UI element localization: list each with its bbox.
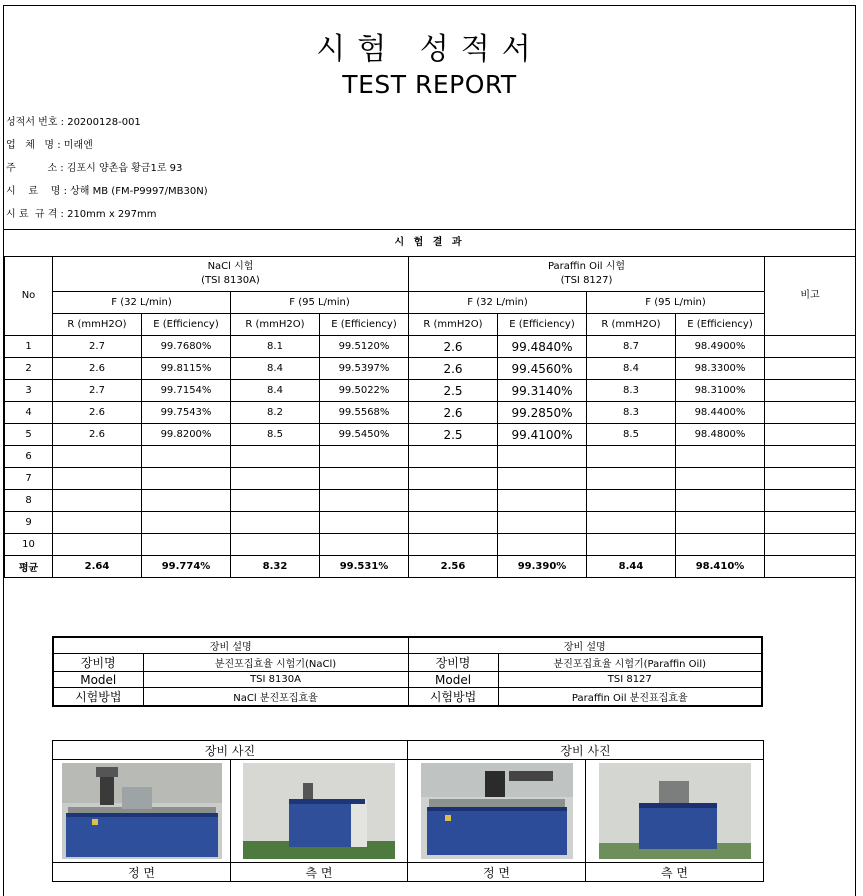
paraffin-side-photo — [599, 763, 751, 859]
result-cell — [231, 512, 320, 534]
result-cell — [409, 534, 498, 556]
row-number: 4 — [5, 402, 53, 424]
table-row — [5, 534, 856, 556]
equipment-photos-table — [52, 740, 764, 882]
result-cell: 8.3 — [587, 380, 676, 402]
result-cell: 98.4900% — [676, 336, 765, 358]
result-cell — [409, 490, 498, 512]
row-number: 5 — [5, 424, 53, 446]
result-cell: 8.5 — [231, 424, 320, 446]
result-cell: 99.5568% — [320, 402, 409, 424]
result-cell — [409, 468, 498, 490]
photo-cell — [586, 760, 764, 863]
remarks-cell — [765, 424, 856, 446]
result-cell — [53, 534, 142, 556]
result-cell: 98.410% — [676, 556, 765, 578]
remarks-cell — [765, 556, 856, 578]
results-table — [4, 256, 856, 578]
result-cell: 99.4100% — [498, 424, 587, 446]
result-cell — [320, 534, 409, 556]
result-cell: 8.7 — [587, 336, 676, 358]
flow-header: F (32 L/min) — [409, 292, 587, 314]
result-cell — [676, 446, 765, 468]
equipment-header: 장비 설명 — [53, 637, 408, 654]
result-cell: 8.32 — [231, 556, 320, 578]
column-header: R (mmH2O) — [231, 314, 320, 336]
result-cell: 2.6 — [409, 336, 498, 358]
photo-caption: 정 면 — [408, 863, 586, 882]
paraffin-group-header — [409, 257, 765, 292]
result-cell: 98.4800% — [676, 424, 765, 446]
remarks-cell — [765, 490, 856, 512]
result-cell — [53, 490, 142, 512]
result-cell — [676, 490, 765, 512]
nacl-group-header — [53, 257, 409, 292]
result-cell: 2.6 — [409, 358, 498, 380]
no-header: No — [5, 257, 53, 336]
equipment-label: Model — [408, 672, 498, 688]
result-cell — [498, 446, 587, 468]
nacl-device: (TSI 8130A) — [201, 275, 260, 286]
column-header: E (Efficiency) — [142, 314, 231, 336]
paraffin-front-photo — [421, 763, 573, 859]
result-cell — [320, 446, 409, 468]
remarks-cell — [765, 446, 856, 468]
result-cell: 98.4400% — [676, 402, 765, 424]
remarks-cell — [765, 336, 856, 358]
remarks-cell — [765, 358, 856, 380]
result-cell: 8.4 — [231, 380, 320, 402]
result-cell: 99.5120% — [320, 336, 409, 358]
photo-caption: 측 면 — [231, 863, 408, 882]
report-number: 성적서 번호 : 20200128-001 — [6, 117, 141, 128]
table-row — [5, 446, 856, 468]
result-cell — [231, 534, 320, 556]
photo-cell — [408, 760, 586, 863]
result-cell: 99.7154% — [142, 380, 231, 402]
result-cell — [587, 490, 676, 512]
column-header: E (Efficiency) — [498, 314, 587, 336]
test-report-page — [3, 5, 856, 896]
result-cell — [498, 512, 587, 534]
result-cell: 98.3300% — [676, 358, 765, 380]
remarks-cell — [765, 534, 856, 556]
remarks-cell — [765, 402, 856, 424]
result-cell — [53, 446, 142, 468]
remarks-cell — [765, 512, 856, 534]
result-cell — [231, 490, 320, 512]
result-cell — [53, 512, 142, 534]
result-cell: 8.44 — [587, 556, 676, 578]
remarks-cell — [765, 468, 856, 490]
result-cell: 2.6 — [53, 424, 142, 446]
average-row — [5, 556, 856, 578]
result-cell — [676, 468, 765, 490]
result-cell: 99.774% — [142, 556, 231, 578]
photo-caption: 정 면 — [53, 863, 231, 882]
nacl-front-photo — [62, 763, 222, 859]
result-cell — [587, 468, 676, 490]
result-cell — [231, 468, 320, 490]
result-cell — [587, 446, 676, 468]
row-number: 1 — [5, 336, 53, 358]
table-row — [5, 424, 856, 446]
row-number: 8 — [5, 490, 53, 512]
result-cell: 99.2850% — [498, 402, 587, 424]
result-cell: 98.3100% — [676, 380, 765, 402]
result-cell — [142, 490, 231, 512]
equipment-label: 장비명 — [408, 654, 498, 672]
result-cell: 99.4560% — [498, 358, 587, 380]
nacl-side-photo — [243, 763, 395, 859]
result-cell — [409, 512, 498, 534]
equipment-value: Paraffin Oil 분진표집효율 — [498, 688, 762, 707]
result-cell: 99.5450% — [320, 424, 409, 446]
row-number: 2 — [5, 358, 53, 380]
column-header: R (mmH2O) — [587, 314, 676, 336]
table-row — [5, 468, 856, 490]
result-cell — [320, 512, 409, 534]
equipment-value: 분진포집효율 시험기(NaCl) — [143, 654, 408, 672]
paraffin-test-name: Paraffin Oil 시험 — [547, 261, 626, 272]
result-cell: 99.5397% — [320, 358, 409, 380]
result-cell: 99.8200% — [142, 424, 231, 446]
result-cell: 2.7 — [53, 336, 142, 358]
equipment-table — [52, 636, 763, 707]
table-row — [5, 358, 856, 380]
row-number: 7 — [5, 468, 53, 490]
result-cell: 8.3 — [587, 402, 676, 424]
result-cell: 2.6 — [409, 402, 498, 424]
result-cell — [53, 468, 142, 490]
equipment-value: NaCl 분진포집효율 — [143, 688, 408, 707]
result-cell: 8.4 — [587, 358, 676, 380]
result-cell: 99.3140% — [498, 380, 587, 402]
photo-header: 장비 사진 — [408, 741, 764, 760]
result-cell — [231, 446, 320, 468]
photo-cell — [231, 760, 408, 863]
photo-caption: 측 면 — [586, 863, 764, 882]
remarks-header: 비고 — [765, 257, 856, 336]
result-cell — [676, 512, 765, 534]
equipment-label: 장비명 — [53, 654, 143, 672]
title-korean: 시험 성적서 — [316, 32, 543, 67]
equipment-value: TSI 8130A — [143, 672, 408, 688]
result-cell: 2.64 — [53, 556, 142, 578]
result-cell — [587, 512, 676, 534]
results-title: 시 험 결 과 — [394, 237, 465, 248]
flow-header: F (32 L/min) — [53, 292, 231, 314]
result-cell — [320, 490, 409, 512]
result-cell — [498, 534, 587, 556]
address: 주 소 : 김포시 양촌읍 황금1로 93 — [6, 163, 183, 174]
equipment-label: 시험방법 — [53, 688, 143, 707]
result-cell — [142, 446, 231, 468]
result-cell: 2.6 — [53, 358, 142, 380]
column-header: E (Efficiency) — [676, 314, 765, 336]
result-cell: 2.7 — [53, 380, 142, 402]
result-cell — [142, 534, 231, 556]
equipment-value: 분진포집효율 시험기(Paraffin Oil) — [498, 654, 762, 672]
result-cell — [498, 468, 587, 490]
result-cell: 2.56 — [409, 556, 498, 578]
photo-cell — [53, 760, 231, 863]
result-cell — [142, 468, 231, 490]
result-cell — [676, 534, 765, 556]
sample-spec: 시 료 규 격 : 210mm x 297mm — [6, 209, 157, 220]
result-cell: 8.4 — [231, 358, 320, 380]
equipment-label: 시험방법 — [408, 688, 498, 707]
row-number: 평균 — [5, 556, 53, 578]
remarks-cell — [765, 380, 856, 402]
result-cell: 99.4840% — [498, 336, 587, 358]
company-name: 업 체 명 : 미래엔 — [6, 140, 93, 151]
column-header: E (Efficiency) — [320, 314, 409, 336]
nacl-test-name: NaCl 시험 — [207, 261, 254, 272]
equipment-value: TSI 8127 — [498, 672, 762, 688]
equipment-header: 장비 설명 — [408, 637, 762, 654]
result-cell: 99.390% — [498, 556, 587, 578]
result-cell: 8.1 — [231, 336, 320, 358]
flow-header: F (95 L/min) — [231, 292, 409, 314]
result-cell — [587, 534, 676, 556]
result-cell: 2.6 — [53, 402, 142, 424]
result-cell: 99.8115% — [142, 358, 231, 380]
result-cell: 99.7543% — [142, 402, 231, 424]
sample-name: 시 료 명 : 상해 MB (FM-P9997/MB30N) — [6, 186, 208, 197]
title-english: TEST REPORT — [342, 70, 517, 99]
result-cell: 99.531% — [320, 556, 409, 578]
row-number: 9 — [5, 512, 53, 534]
result-cell — [142, 512, 231, 534]
row-number: 6 — [5, 446, 53, 468]
flow-header: F (95 L/min) — [587, 292, 765, 314]
column-header: R (mmH2O) — [409, 314, 498, 336]
table-row — [5, 490, 856, 512]
column-header: R (mmH2O) — [53, 314, 142, 336]
table-row — [5, 402, 856, 424]
result-cell: 8.5 — [587, 424, 676, 446]
equipment-label: Model — [53, 672, 143, 688]
photo-header: 장비 사진 — [53, 741, 408, 760]
result-cell — [409, 446, 498, 468]
paraffin-device: (TSI 8127) — [560, 275, 613, 286]
result-cell: 99.7680% — [142, 336, 231, 358]
result-cell — [320, 468, 409, 490]
result-cell: 8.2 — [231, 402, 320, 424]
table-row — [5, 336, 856, 358]
result-cell — [498, 490, 587, 512]
table-row — [5, 512, 856, 534]
row-number: 10 — [5, 534, 53, 556]
row-number: 3 — [5, 380, 53, 402]
result-cell: 2.5 — [409, 424, 498, 446]
table-row — [5, 380, 856, 402]
result-cell: 2.5 — [409, 380, 498, 402]
result-cell: 99.5022% — [320, 380, 409, 402]
